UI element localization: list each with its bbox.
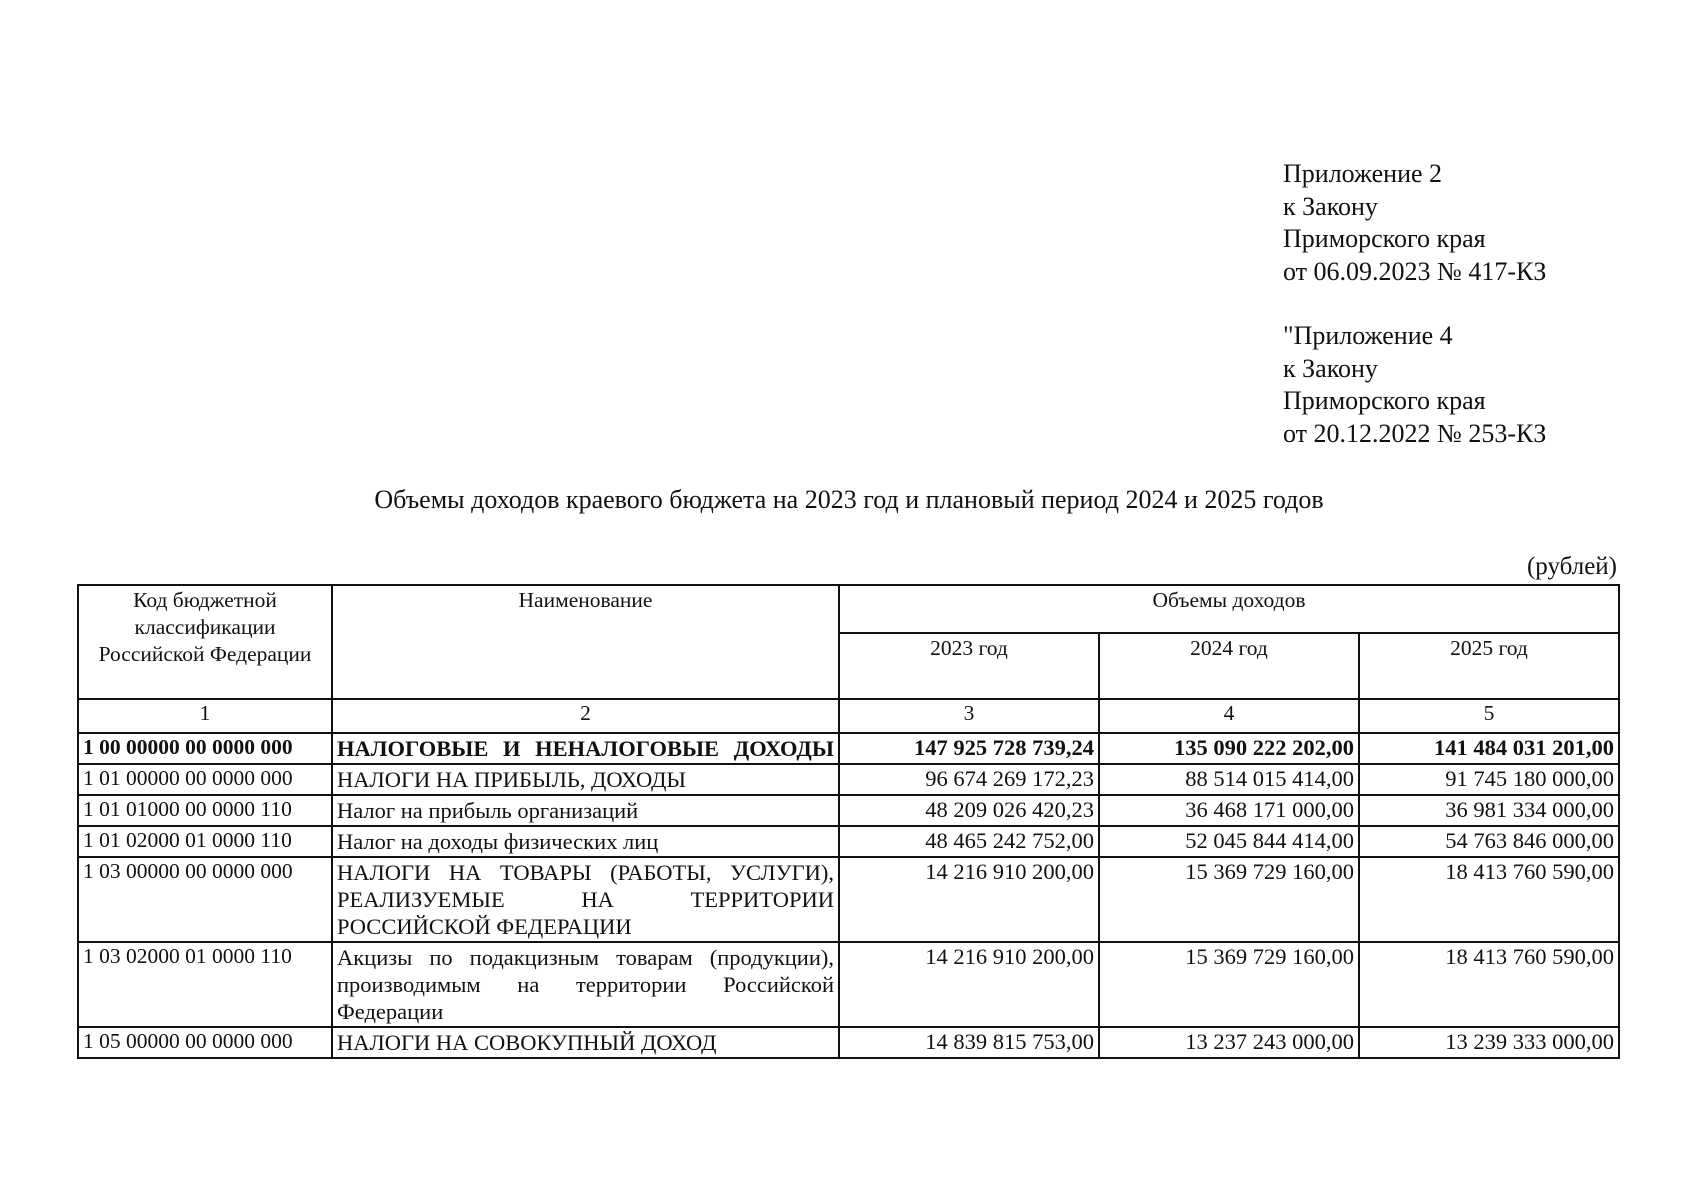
row-value-2023: 48 209 026 420,23: [839, 795, 1099, 826]
header-year-2024: 2024 год: [1099, 633, 1359, 699]
table-row: [78, 826, 1619, 857]
row-value-2025: 13 239 333 000,00: [1359, 1027, 1619, 1058]
row-value-2025: 54 763 846 000,00: [1359, 826, 1619, 857]
document-title-text: Объемы доходов краевого бюджета на 2023 год и плановый период 2024 и 2025 годов: [374, 485, 1324, 514]
column-number: 5: [1359, 699, 1619, 733]
column-number: 1: [78, 699, 332, 733]
row-code: 1 01 00000 00 0000 000: [78, 764, 332, 795]
header-year-2023: 2023 год: [839, 633, 1099, 699]
row-value-2025: 141 484 031 201,00: [1359, 733, 1619, 764]
row-name: Налог на прибыль организаций: [332, 795, 839, 826]
row-name: Налог на доходы физических лиц: [332, 826, 839, 857]
table-row: [78, 942, 1619, 1027]
units-label: (рублей): [1526, 553, 1617, 580]
row-value-2024: 13 237 243 000,00: [1099, 1027, 1359, 1058]
row-value-2025: 18 413 760 590,00: [1359, 942, 1619, 1027]
row-name: НАЛОГИ НА ТОВАРЫ (РАБОТЫ, УСЛУГИ), РЕАЛИЗУЕМЫЕ НА ТЕРРИТОРИИ РОССИЙСКОЙ ФЕДЕРАЦИИ: [332, 857, 839, 942]
row-value-2023: 147 925 728 739,24: [839, 733, 1099, 764]
table-row: [78, 764, 1619, 795]
revenue-table: [77, 584, 1620, 1059]
row-code: 1 00 00000 00 0000 000: [78, 733, 332, 764]
column-number: 4: [1099, 699, 1359, 733]
row-code: 1 03 02000 01 0000 110: [78, 942, 332, 1027]
appendix-header: [1283, 158, 1546, 450]
header-year-2025: 2025 год: [1359, 633, 1619, 699]
column-numbers-row: [78, 699, 1619, 733]
header-name: Наименование: [332, 585, 839, 699]
column-number: 2: [332, 699, 839, 733]
quoted-appendix-line-2: к Закону: [1283, 353, 1378, 383]
document-title: [0, 485, 1698, 515]
quoted-appendix-line-1: "Приложение 4: [1283, 321, 1453, 350]
row-name: Акцизы по подакцизным товарам (продукции), производимым на территории Российской Федерации: [332, 942, 839, 1027]
header-spacer: [1283, 288, 1546, 320]
header-code: Код бюджетной классификации Российской Федерации: [78, 585, 332, 699]
row-value-2024: 15 369 729 160,00: [1099, 942, 1359, 1027]
appendix-line-3: Приморского края: [1283, 224, 1486, 253]
table-header-row: [78, 585, 1619, 633]
row-value-2023: 14 839 815 753,00: [839, 1027, 1099, 1058]
row-value-2024: 88 514 015 414,00: [1099, 764, 1359, 795]
row-code: 1 01 01000 00 0000 110: [78, 795, 332, 826]
appendix-line-1: Приложение 2: [1283, 159, 1443, 188]
row-value-2024: 36 468 171 000,00: [1099, 795, 1359, 826]
header-volumes: Объемы доходов: [839, 585, 1619, 633]
row-name: НАЛОГИ НА ПРИБЫЛЬ, ДОХОДЫ: [332, 764, 839, 795]
table-row: [78, 795, 1619, 826]
row-value-2023: 14 216 910 200,00: [839, 857, 1099, 942]
row-code: 1 03 00000 00 0000 000: [78, 857, 332, 942]
row-value-2023: 96 674 269 172,23: [839, 764, 1099, 795]
row-value-2025: 18 413 760 590,00: [1359, 857, 1619, 942]
column-number: 3: [839, 699, 1099, 733]
row-value-2024: 15 369 729 160,00: [1099, 857, 1359, 942]
table-row: [78, 1027, 1619, 1058]
table-row: [78, 733, 1619, 764]
appendix-line-4: от 06.09.2023 № 417-КЗ: [1283, 256, 1547, 286]
quoted-appendix-line-3: Приморского края: [1283, 386, 1486, 415]
row-name: НАЛОГОВЫЕ И НЕНАЛОГОВЫЕ ДОХОДЫ: [332, 733, 839, 764]
appendix-line-2: к Закону: [1283, 191, 1378, 221]
row-value-2023: 48 465 242 752,00: [839, 826, 1099, 857]
row-value-2025: 91 745 180 000,00: [1359, 764, 1619, 795]
row-value-2024: 52 045 844 414,00: [1099, 826, 1359, 857]
row-code: 1 01 02000 01 0000 110: [78, 826, 332, 857]
row-value-2023: 14 216 910 200,00: [839, 942, 1099, 1027]
table-row: [78, 857, 1619, 942]
row-code: 1 05 00000 00 0000 000: [78, 1027, 332, 1058]
row-value-2025: 36 981 334 000,00: [1359, 795, 1619, 826]
row-name: НАЛОГИ НА СОВОКУПНЫЙ ДОХОД: [332, 1027, 839, 1058]
quoted-appendix-line-4: от 20.12.2022 № 253-КЗ: [1283, 418, 1547, 448]
row-value-2024: 135 090 222 202,00: [1099, 733, 1359, 764]
